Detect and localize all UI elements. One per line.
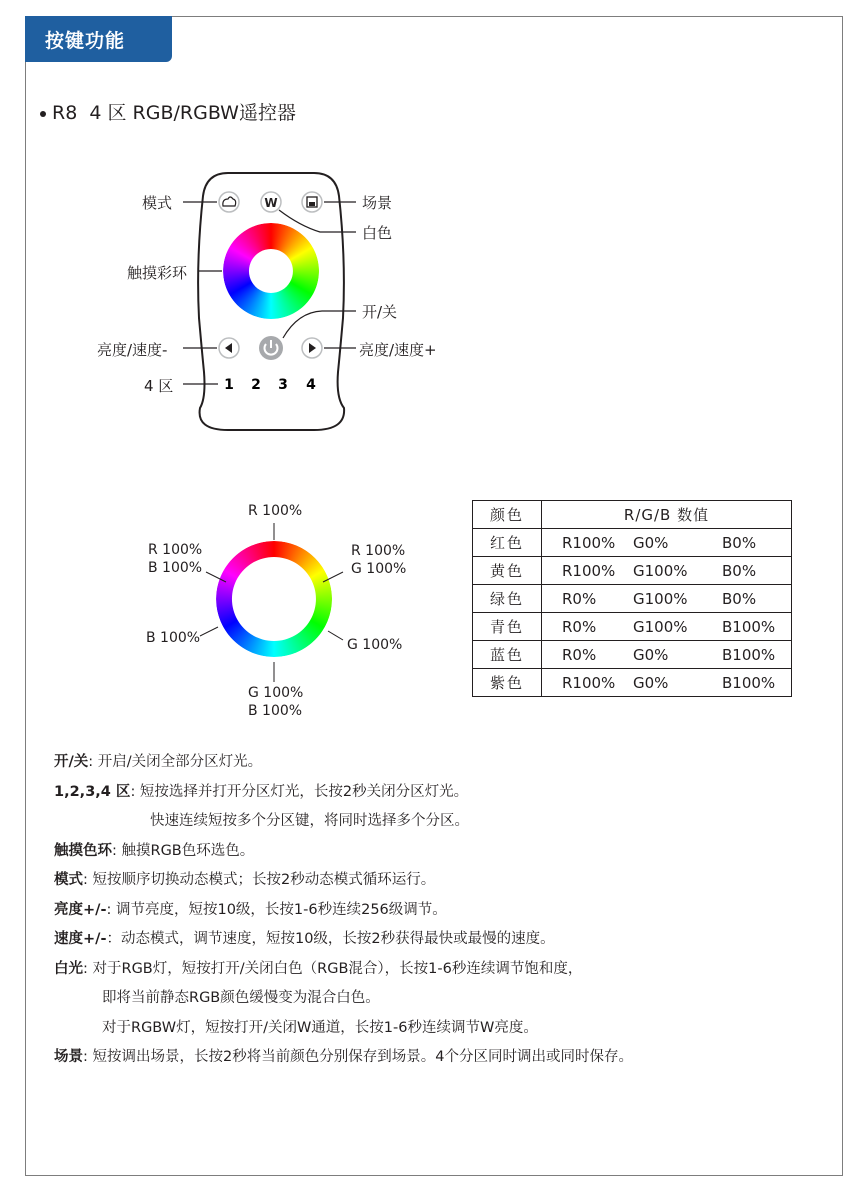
desc-term: 速度+/- (54, 931, 107, 947)
table-row (473, 641, 792, 669)
zones-label: 4 区 (144, 377, 174, 395)
desc-text: : 开启/关闭全部分区灯光。 (88, 754, 263, 770)
desc-term: 亮度+/- (54, 901, 107, 918)
desc-scene (54, 1043, 633, 1073)
table-row (473, 669, 792, 697)
function-descriptions (54, 748, 633, 1073)
g-value: G100% (633, 618, 688, 636)
scene-label: 场景 (362, 194, 393, 212)
g-value: G0% (633, 674, 669, 692)
rgb-cell (542, 669, 792, 697)
header-rgb-values: R/G/B 数值 (542, 501, 792, 529)
section-title: 按键功能 (45, 30, 126, 52)
desc-text: 即将当前静态RGB颜色缓慢变为混合白色。 (102, 990, 380, 1006)
desc-speed (54, 925, 633, 955)
zone-key-3[interactable]: 3 (278, 377, 288, 393)
color-name: 紫色 (473, 669, 542, 697)
color-name: 红色 (473, 529, 542, 557)
desc-brightness (54, 896, 633, 926)
b-value: B100% (722, 646, 776, 664)
wheel-bottom-line2: B 100% (248, 703, 303, 719)
rgb-cell (542, 613, 792, 641)
desc-white-cont2 (54, 1014, 633, 1044)
touch-ring-label: 触摸彩环 (127, 264, 188, 282)
wheel-upper-left-line1: R 100% (148, 542, 203, 558)
g-value: G100% (633, 590, 688, 608)
desc-text: : 触摸RGB色环选色。 (112, 842, 255, 859)
r-value: R0% (562, 646, 597, 664)
g-value: G100% (633, 562, 688, 580)
rgb-value-table (472, 500, 792, 697)
wheel-upper-right-label (351, 542, 406, 578)
desc-text: ：动态模式，调节速度，短按10级，长按2秒获得最快或最慢的速度。 (106, 931, 555, 947)
wheel-bottom-label (248, 684, 303, 720)
table-header-row (473, 501, 792, 529)
g-value: G0% (633, 646, 669, 664)
desc-text: : 调节亮度，短按10级，长按1-6秒连续256级调节。 (106, 901, 447, 918)
color-name: 黄色 (473, 557, 542, 585)
r-value: R0% (562, 590, 597, 608)
r-value: R100% (562, 534, 616, 552)
desc-white-cont1 (54, 984, 633, 1014)
table-row (473, 585, 792, 613)
desc-text: : 对于RGB灯，短按打开/关闭白色（RGB混合），长按1-6秒连续调节饱和度， (83, 960, 583, 977)
desc-white (54, 955, 633, 985)
subtitle-text: R8 4 区 RGB/RGBW遥控器 (52, 102, 296, 124)
desc-mode (54, 866, 633, 896)
table-row (473, 529, 792, 557)
desc-term: 白光 (54, 960, 83, 977)
desc-term: 触摸色环 (54, 842, 112, 859)
wheel-left-label: B 100% (146, 630, 201, 646)
desc-term: 开/关 (54, 754, 89, 770)
desc-text: 快速连续短按多个分区键，将同时选择多个分区。 (150, 813, 469, 829)
white-label: 白色 (362, 224, 393, 242)
zone-key-1[interactable]: 1 (224, 377, 234, 393)
b-value: B0% (722, 562, 757, 580)
desc-text: : 短按调出场景，长按2秒将当前颜色分别保存到场景。4个分区同时调出或同时保存。 (83, 1049, 633, 1065)
zone-key-2[interactable]: 2 (251, 377, 261, 393)
white-key-label: W (264, 196, 278, 210)
desc-text: : 短按选择并打开分区灯光，长按2秒关闭分区灯光。 (130, 783, 469, 800)
desc-zones-cont (54, 807, 633, 837)
b-value: B0% (722, 534, 757, 552)
header-color: 颜色 (473, 501, 542, 529)
desc-term: 1,2,3,4 区 (54, 783, 131, 800)
rgb-cell (542, 585, 792, 613)
color-name: 青色 (473, 613, 542, 641)
color-name: 绿色 (473, 585, 542, 613)
desc-text: 对于RGBW灯，短按打开/关闭W通道，长按1-6秒连续调节W亮度。 (102, 1019, 538, 1036)
wheel-upper-left-line2: B 100% (148, 560, 203, 576)
table-row (473, 557, 792, 585)
r-value: R100% (562, 562, 616, 580)
r-value: R0% (562, 618, 597, 636)
wheel-upper-right-line1: R 100% (351, 543, 406, 559)
rgb-cell (542, 641, 792, 669)
rgb-color-wheel (216, 541, 332, 657)
wheel-right-label: G 100% (347, 637, 403, 653)
brightness-minus-label: 亮度/速度- (97, 341, 168, 359)
wheel-upper-right-line2: G 100% (351, 561, 407, 577)
zone-key-4[interactable]: 4 (306, 377, 316, 393)
b-value: B100% (722, 674, 776, 692)
desc-text: : 短按顺序切换动态模式；长按2秒动态模式循环运行。 (83, 872, 436, 888)
desc-power (54, 748, 633, 778)
wheel-bottom-line1: G 100% (248, 685, 304, 701)
color-name: 蓝色 (473, 641, 542, 669)
desc-touch-ring (54, 837, 633, 867)
wheel-upper-left-label (148, 541, 202, 577)
brightness-plus-label: 亮度/速度+ (359, 341, 437, 359)
b-value: B0% (722, 590, 757, 608)
r-value: R100% (562, 674, 616, 692)
power-label: 开/关 (362, 303, 398, 321)
table-row (473, 613, 792, 641)
desc-term: 模式 (54, 872, 83, 888)
mode-label: 模式 (142, 194, 173, 212)
rgb-cell (542, 557, 792, 585)
desc-zones (54, 778, 633, 808)
wheel-top-label: R 100% (248, 503, 303, 519)
b-value: B100% (722, 618, 776, 636)
desc-term: 场景 (54, 1049, 83, 1065)
g-value: G0% (633, 534, 669, 552)
rgb-cell (542, 529, 792, 557)
